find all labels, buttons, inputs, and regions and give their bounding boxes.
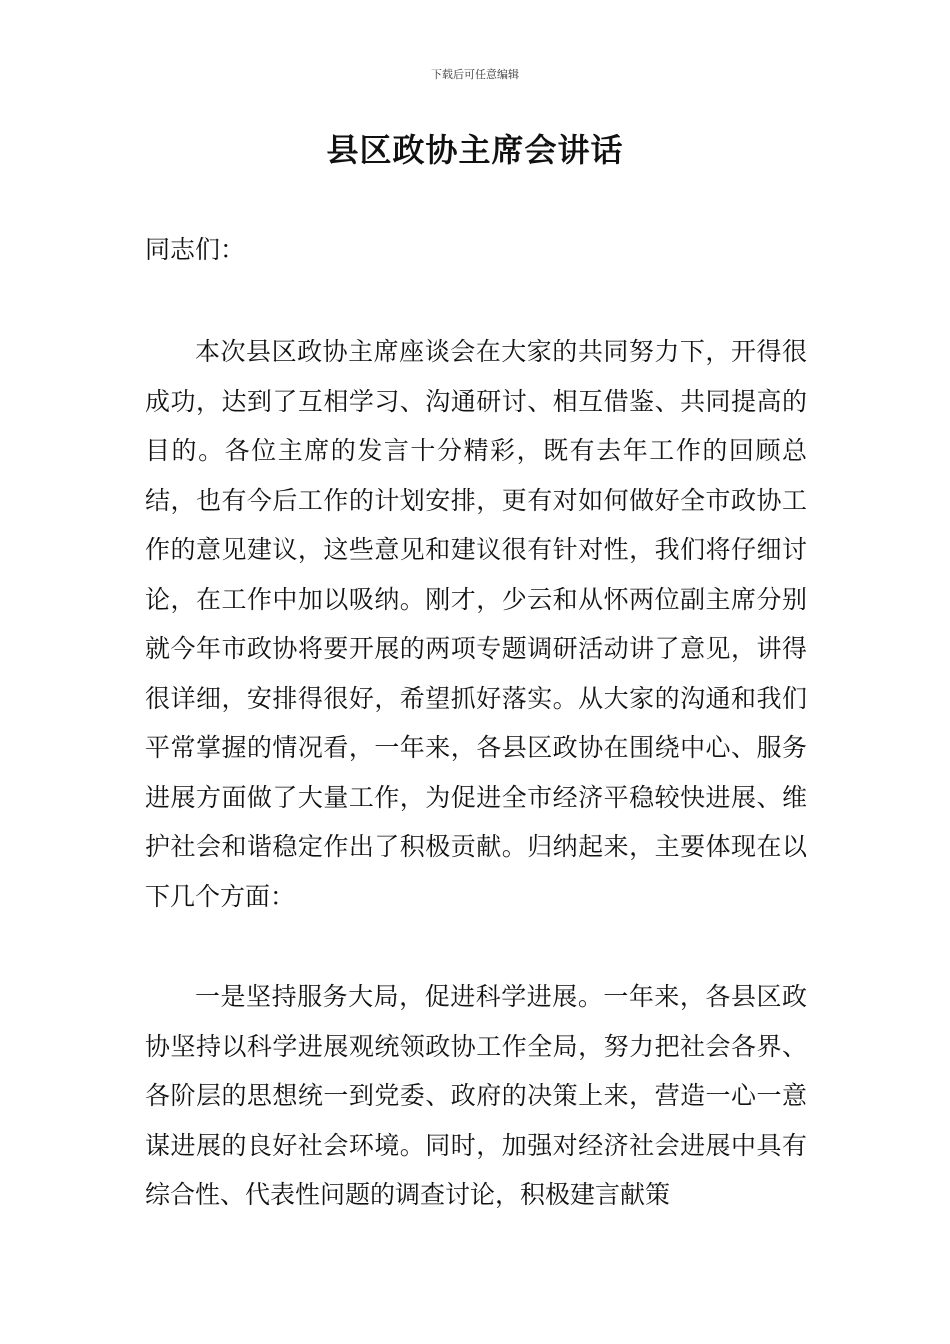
paragraph-1: 本次县区政协主席座谈会在大家的共同努力下，开得很成功，达到了互相学习、沟通研讨、相互借鉴、共同提高的目的。各位主席的发言十分精彩，既有去年工作的回顾总结，也有今后工作的计划安排，更有对如何做好全市政协工作的意见建议，这些意见和建议很有针对性，我们将仔细讨论，在工作中加以吸纳。刚才，少云和从怀两位副主席分别就今年市政协将要开展的两项专题调研活动讲了意见，讲得很详细，安排得很好，希望抓好落实。从大家的沟通和我们平常掌握的情况看，一年来，各县区政协在围绕中心、服务进展方面做了大量工作，为促进全市经济平稳较快进展、维护社会和谐稳定作出了积极贡献。归纳起来，主要体现在以下几个方面： [145, 337, 807, 911]
document-title: 县区政协主席会讲话 [326, 131, 624, 169]
paragraph-2: 一是坚持服务大局，促进科学进展。一年来，各县区政协坚持以科学进展观统领政协工作全局，努力把社会各界、各阶层的思想统一到党委、政府的决策上来，营造一心一意谋进展的良好社会环境。同时，加强对经济社会进展中具有综合性、代表性问题的调查讨论，积极建言献策 [145, 982, 807, 1209]
header-note: 下载后可任意编辑 [431, 68, 519, 81]
greeting: 同志们： [145, 235, 246, 264]
